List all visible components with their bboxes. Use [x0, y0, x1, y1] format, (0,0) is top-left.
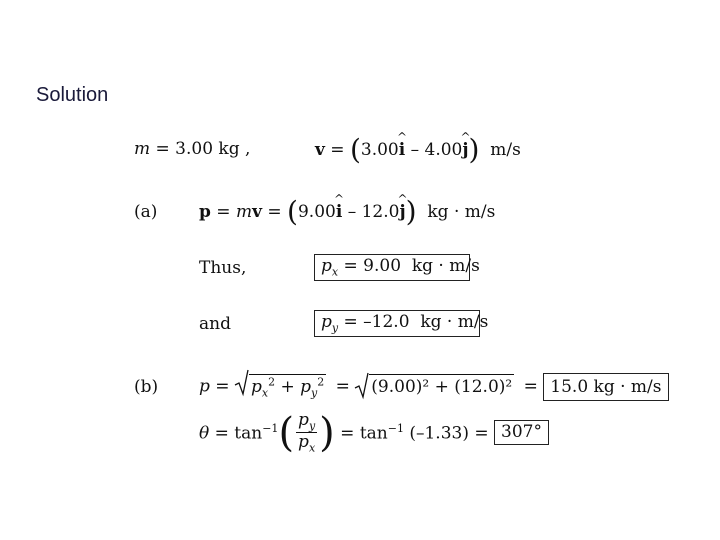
- angle-equation: $\theta = \tan^{-1}$ ( $\frac{p_y}{p_x}$ ) = $\tan^{-1} (-1.33)$ = 307°: [199, 412, 549, 454]
- thus-label: Thus,: [199, 258, 247, 278]
- magnitude-result-box: 15.0 kg · m/s: [543, 373, 668, 401]
- magnitude-equation: p = $p_x^2 + p_y^2$ = (9.00)² + (12.0)² = 15.0 kg · m/s: [199, 376, 669, 398]
- part-a-label: (a): [134, 202, 158, 222]
- mass-equation: m = 3.00 kg ,: [134, 139, 251, 159]
- part-b-label: (b): [134, 377, 159, 397]
- py-result-box: $p_y = -12.0$ kg · m/s: [314, 310, 480, 337]
- magnitude-values: (9.00)² + (12.0)²: [369, 374, 514, 397]
- and-label: and: [199, 314, 231, 334]
- slide-title: Solution: [36, 84, 109, 106]
- velocity-equation: v = (3.00^ i – 4.00^ j) m/s: [315, 136, 521, 164]
- momentum-equation: p = mv = (9.00^ i – 12.0^ j) kg · m/s: [199, 198, 495, 226]
- angle-result-box: 307°: [494, 420, 549, 445]
- px-result-box: $p_x = 9.00$ kg · m/s: [314, 254, 470, 281]
